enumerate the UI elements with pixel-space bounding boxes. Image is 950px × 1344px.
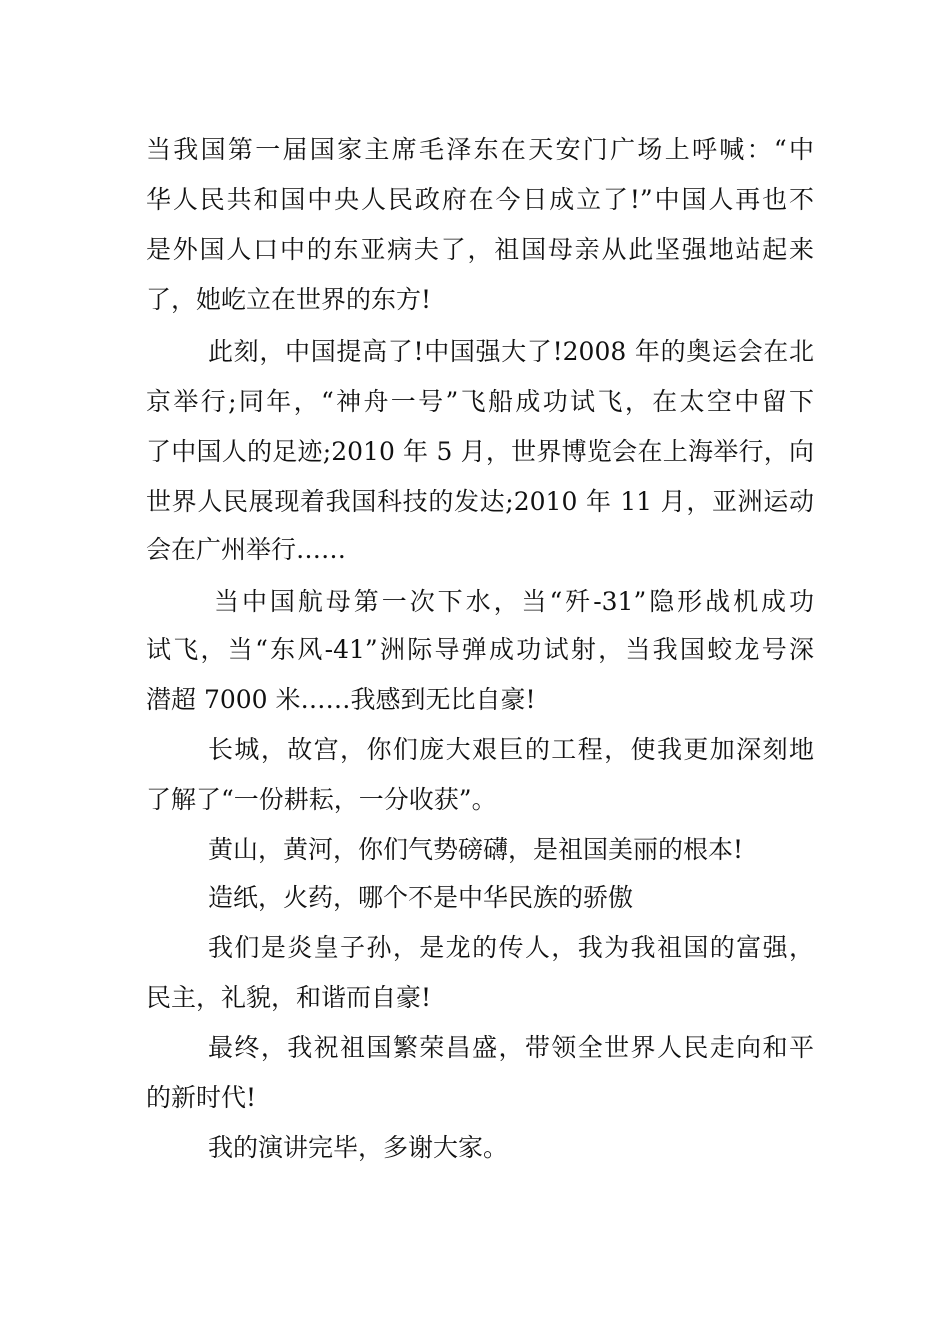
text-line: 华人民共和国中央人民政府在今日成立了!”中国人再也不 — [146, 185, 814, 214]
text-line: 造纸，火药，哪个不是中华民族的骄傲 — [208, 883, 634, 912]
text-line: 我的演讲完毕，多谢大家。 — [208, 1133, 509, 1162]
text-line: 民主，礼貌，和谐而自豪! — [146, 983, 432, 1012]
text-line: 长城，故宫，你们庞大艰巨的工程，使我更加深刻地 — [208, 735, 814, 764]
text-line: 会在广州举行…… — [146, 535, 347, 564]
text-line: 是外国人口中的东亚病夫了，祖国母亲从此坚强地站起来 — [146, 235, 814, 264]
text-line: 试飞，当“东风-41”洲际导弹成功试射，当我国蛟龙号深 — [146, 635, 814, 664]
text-line: 的新时代! — [146, 1083, 257, 1112]
text-line: 潜超 7000 米……我感到无比自豪! — [146, 685, 536, 714]
text-line: 了解了“一份耕耘，一分收获”。 — [146, 785, 497, 814]
text-line: 了，她屹立在世界的东方! — [146, 285, 432, 314]
text-line: 我们是炎皇子孙，是龙的传人，我为我祖国的富强， — [208, 933, 814, 962]
text-line: 京举行;同年，“神舟一号”飞船成功试飞，在太空中留下 — [146, 387, 814, 416]
text-line: 黄山，黄河，你们气势磅礴，是祖国美丽的根本! — [208, 835, 744, 864]
text-line: 当我国第一届国家主席毛泽东在天安门广场上呼喊：“中 — [146, 135, 814, 164]
text-line: 最终，我祝祖国繁荣昌盛，带领全世界人民走向和平 — [208, 1033, 814, 1062]
text-line: 世界人民展现着我国科技的发达;2010 年 11 月，亚洲运动 — [146, 487, 814, 516]
text-line: 此刻，中国提高了!中国强大了!2008 年的奥运会在北 — [208, 337, 814, 366]
text-line: 当中国航母第一次下水，当“歼-31”隐形战机成功 — [214, 587, 814, 616]
text-line: 了中国人的足迹;2010 年 5 月，世界博览会在上海举行，向 — [146, 437, 814, 466]
